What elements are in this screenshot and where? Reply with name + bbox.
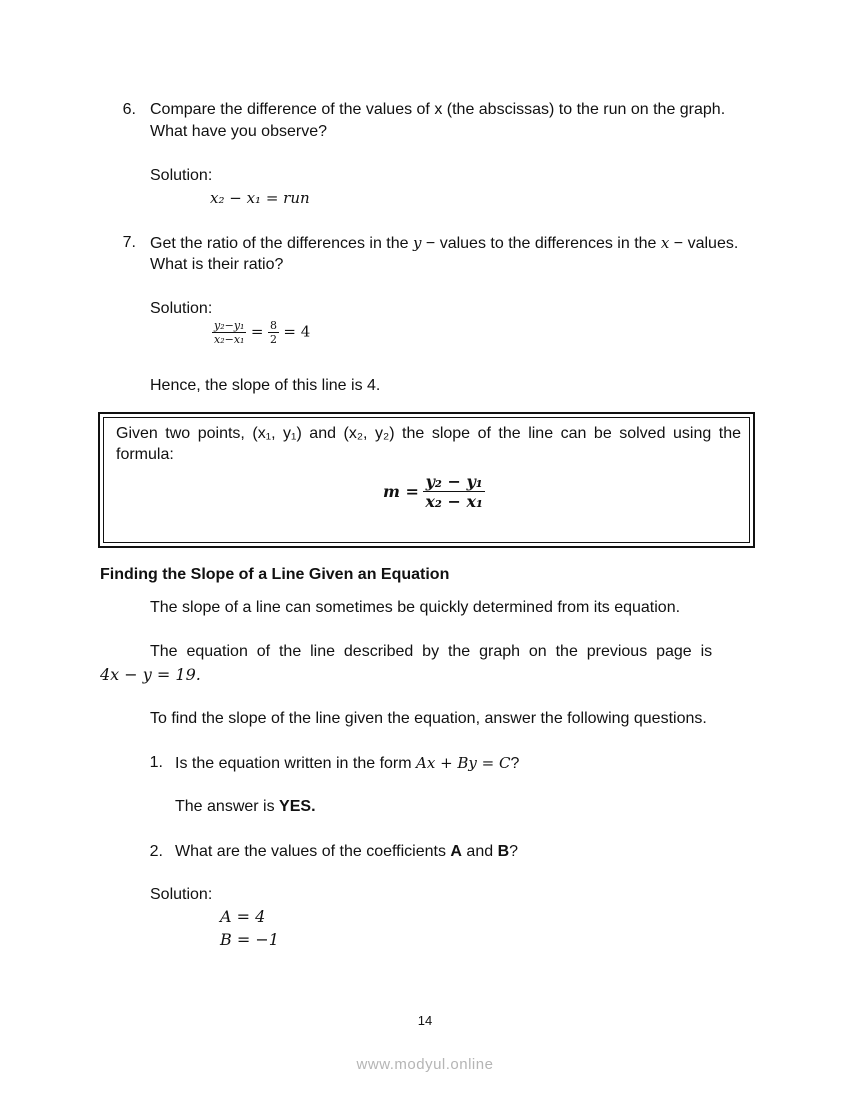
question-1-answer-value: YES. xyxy=(279,798,316,815)
item-7-line-1-c: − values. xyxy=(669,235,739,252)
equals-sign: = xyxy=(250,322,264,341)
item-7-line-1-b: − values to the differences in the xyxy=(421,235,661,252)
slope-formula-denominator: x₂ − x₁ xyxy=(425,492,483,511)
equals-result: = 4 xyxy=(283,322,311,341)
question-number-2: 2. xyxy=(149,843,163,860)
question-2-prompt: What are the values of the coefficients xyxy=(175,843,451,860)
item-7-solution-label: Solution: xyxy=(150,300,213,317)
question-1-prompt: Is the equation written in the form xyxy=(175,755,417,772)
coefficient-a-label: A xyxy=(450,843,462,860)
fraction-2-denominator: 2 xyxy=(269,333,277,346)
item-number-6: 6. xyxy=(122,101,136,118)
question-1-answer xyxy=(175,798,316,816)
item-7-conclusion: Hence, the slope of this line is 4. xyxy=(150,377,381,394)
question-1-end: ? xyxy=(510,755,520,772)
coefficient-b-value: B = −1 xyxy=(220,930,279,949)
question-2-and: and xyxy=(461,843,498,860)
question-2-end: ? xyxy=(509,843,519,860)
question-number-1: 1. xyxy=(149,754,163,771)
fraction-2-numerator: 8 xyxy=(269,319,277,332)
section-paragraph-3: To find the slope of the line given the equation, answer the following questions. xyxy=(150,710,707,727)
slope-formula-fraction xyxy=(423,472,485,511)
question-1-form: Ax + By = C xyxy=(416,754,511,772)
question-1-text xyxy=(175,754,519,773)
watermark: www.modyul.online xyxy=(356,1056,494,1073)
item-7-x-var: x xyxy=(660,234,670,252)
item-7-line-2: What is their ratio? xyxy=(150,256,284,273)
slope-formula xyxy=(383,472,485,511)
fraction-1-numerator: y₂−y₁ xyxy=(214,319,245,332)
question-1-answer-prefix: The answer is xyxy=(175,798,280,815)
item-7-y-var: y xyxy=(412,234,422,252)
item-7-fraction-1 xyxy=(212,319,246,346)
item-7-ratio-formula xyxy=(212,319,310,346)
slope-formula-lhs: m = xyxy=(383,482,419,501)
item-6-line-1: Compare the difference of the values of x (the abscissas) to the run on the graph. xyxy=(150,101,726,118)
item-6-solution-label: Solution: xyxy=(150,167,213,184)
item-6-formula: x₂ − x₁ = run xyxy=(210,189,310,207)
fraction-1-denominator: x₂−x₁ xyxy=(214,333,245,346)
page-number: 14 xyxy=(417,1013,433,1028)
formula-box-text: Given two points, (x₁, y₁) and (x₂, y₂) the slope of the line can be solved using the formula: xyxy=(116,425,741,463)
question-2-text xyxy=(175,843,518,861)
slope-formula-numerator: y₂ − y₁ xyxy=(423,472,485,492)
item-6-line-2: What have you observe? xyxy=(150,123,327,140)
item-7-line-1 xyxy=(150,234,738,253)
section-paragraph-1: The slope of a line can sometimes be quickly determined from its equation. xyxy=(150,599,681,616)
question-2-solution-label: Solution: xyxy=(150,886,213,903)
coefficient-a-value: A = 4 xyxy=(220,907,266,926)
coefficient-b-label: B xyxy=(497,843,510,860)
section-paragraph-2-line-1: The equation of the line described by the graph on the previous page is xyxy=(150,643,713,660)
item-7-fraction-2 xyxy=(268,319,279,346)
section-paragraph-2-line-2: 4x − y = 19. xyxy=(100,665,201,684)
item-7-line-1-a: Get the ratio of the differences in the xyxy=(150,235,413,252)
item-number-7: 7. xyxy=(122,234,136,251)
section-heading: Finding the Slope of a Line Given an Equation xyxy=(100,566,450,583)
